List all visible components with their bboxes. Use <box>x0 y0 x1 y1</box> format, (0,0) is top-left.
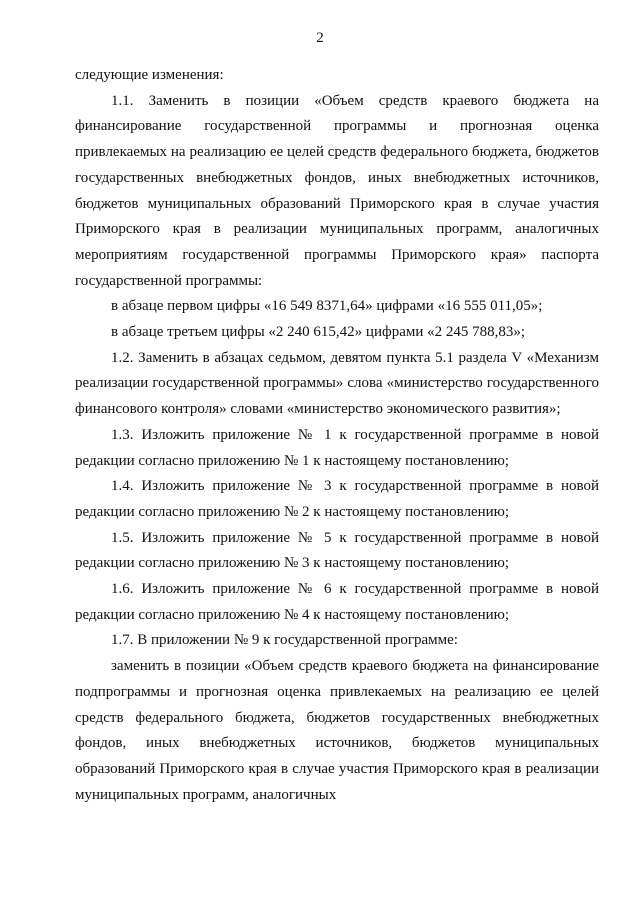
paragraph-item-1-5: 1.5. Изложить приложение № 5 к государственной программе в новой редакции согласно приложению № 3 к настоящему постановлению; <box>75 529 599 572</box>
paragraph-item-1-4: 1.4. Изложить приложение № 3 к государственной программе в новой редакции согласно приложению № 2 к настоящему постановлению; <box>75 478 599 520</box>
paragraph-item-1-1-abzac-3: в абзаце третьем цифры «2 240 615,42» цифрами «2 245 788,83»; <box>111 324 526 341</box>
paragraph-item-1-7-replace: заменить в позиции «Объем средств краевого бюджета на финансирование подпрограммы и прогнозная оценка привлекаемых на реализацию ее целей средств федерального бюджета, бюджетов государственных внебюджетных фондов, иных внебюджетных источников, бюджетов муниципальных образований Приморского края в случае участия Приморского края в реализации муниципальных программ, аналогичных <box>75 658 599 803</box>
paragraph-item-1-7: 1.7. В приложении № 9 к государственной программе: <box>111 632 458 649</box>
document-body <box>75 63 599 808</box>
paragraph-item-1-3: 1.3. Изложить приложение № 1 к государственной программе в новой редакции согласно приложению № 1 к настоящему постановлению; <box>75 426 599 469</box>
paragraph-item-1-1: 1.1. Заменить в позиции «Объем средств краевого бюджета на финансирование государственной программы и прогнозная оценка привлекаемых на реализацию ее целей средств федерального бюджета, бюджетов государственных внебюджетных фондов, иных внебюджетных источников, бюджетов муниципальных образований Приморского края в случае участия Приморского края в реализации муниципальных программ, аналогичных мероприятиям государственной программы Приморского края» паспорта государственной программы: <box>75 92 599 289</box>
paragraph-item-1-2: 1.2. Заменить в абзацах седьмом, девятом пункта 5.1 раздела V «Механизм реализации государственной программы» слова «министерство государственного финансового контроля» словами «министерство экономического развития»; <box>75 349 599 418</box>
paragraph-intro: следующие изменения: <box>75 67 224 83</box>
paragraph-item-1-6: 1.6. Изложить приложение № 6 к государственной программе в новой редакции согласно приложению № 4 к настоящему постановлению; <box>75 581 599 623</box>
paragraph-item-1-1-abzac-1: в абзаце первом цифры «16 549 8371,64» цифрами «16 555 011,05»; <box>111 298 543 315</box>
page-number: 2 <box>316 30 324 46</box>
